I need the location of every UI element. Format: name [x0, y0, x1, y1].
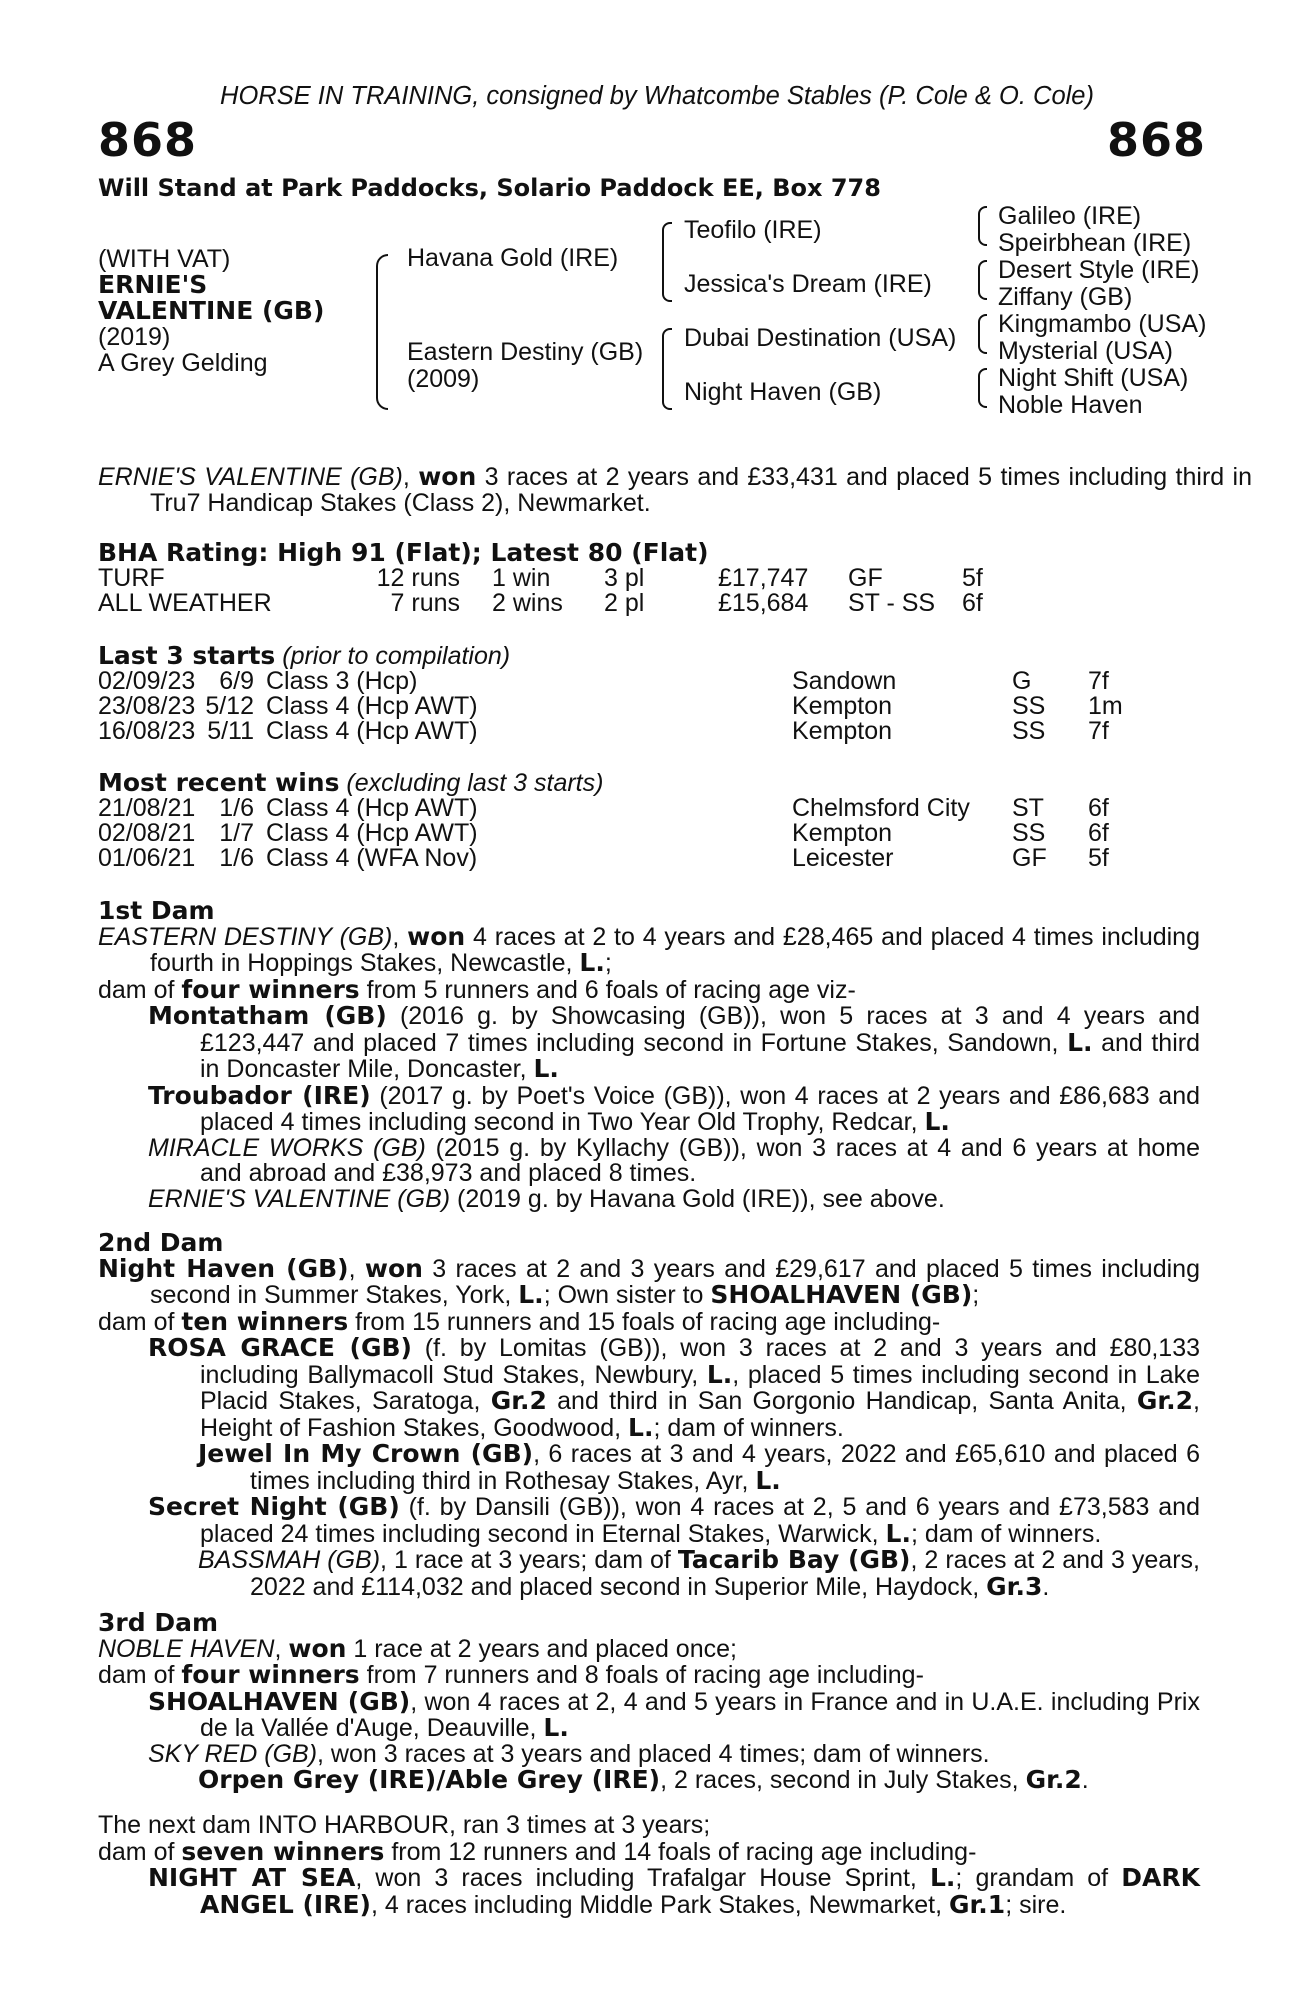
win-class: Class 4 (Hcp AWT)	[266, 794, 478, 822]
listed-mark: L.	[628, 1412, 654, 1442]
start-distance: 1m	[1088, 692, 1123, 720]
pedigree-brace	[978, 314, 987, 354]
pedigree-brace	[978, 206, 987, 246]
produce-entry	[98, 1494, 1200, 1547]
separator: ,	[348, 1254, 365, 1283]
produce-entry	[98, 1686, 1200, 1742]
listed-mark: L.	[1067, 1027, 1093, 1057]
third-dam-heading: 3rd Dam	[98, 1608, 218, 1637]
recent-wins-table	[98, 796, 1109, 871]
produce-text: from 15 runners and 15 foals of racing age including-	[348, 1307, 941, 1336]
record-end: ;	[972, 1281, 980, 1309]
produce-name: BASSMAH (GB)	[198, 1546, 381, 1574]
listed-mark: L.	[543, 1713, 569, 1742]
second-dam-heading: 2nd Dam	[98, 1228, 224, 1257]
table-row	[98, 846, 1109, 871]
produce-text: and third in Doncaster Mile, Doncaster,	[200, 1028, 1200, 1083]
produce-name: MIRACLE WORKS (GB)	[148, 1133, 426, 1162]
separator: ,	[274, 1634, 289, 1663]
rating-placed: 3 pl	[604, 564, 645, 592]
produce-text: (f. by Lomitas (GB)), won 3 races at 2 and 3 years and £80,133 including Ballymacoll Stud Stakes, Newbury,	[200, 1334, 1201, 1389]
separator: ,	[392, 922, 408, 951]
produce-name: Troubador (IRE)	[148, 1080, 371, 1110]
sire-dam-dam: Ziffany (GB)	[998, 283, 1133, 311]
listed-mark: L.	[929, 1863, 956, 1892]
produce-text: , placed 5 times including second in Lake Placid Stakes, Saratoga,	[200, 1360, 1200, 1415]
listed-mark: L.	[706, 1359, 733, 1389]
second-dam-record	[98, 1253, 1200, 1309]
table-row	[98, 591, 983, 616]
start-going: G	[1012, 667, 1032, 695]
table-row	[98, 821, 1109, 846]
table-row	[98, 694, 1123, 719]
rating-distance: 6f	[962, 589, 983, 617]
start-position: 5/12	[205, 692, 254, 720]
produce-name: SKY RED (GB)	[148, 1739, 318, 1768]
lot-number-left: 868	[98, 113, 198, 167]
table-row	[98, 566, 983, 591]
win-course: Chelmsford City	[792, 794, 970, 822]
produce-text: ; sire.	[1005, 1890, 1067, 1919]
rating-distance: 5f	[962, 564, 983, 592]
win-position: 1/6	[219, 844, 254, 872]
grandproduce-entry	[98, 1547, 1200, 1600]
dam-dam-sire: Night Shift (USA)	[998, 364, 1189, 392]
produce-text: (2015 g. by Kyllachy (GB)), won 3 races at 4 and 6 years at home and abroad and £38,973 and placed 8 times.	[200, 1133, 1200, 1187]
won-label: won	[407, 921, 466, 951]
summary-text: 3 races at 2 years and £33,431 and placed 5 times including third in Tru7 Handicap Stakes (Class 2), Newmarket.	[150, 463, 1252, 517]
record-text: ; Own sister to	[543, 1281, 711, 1309]
produce-entry	[98, 1003, 1200, 1083]
sire-sire-sire: Galileo (IRE)	[998, 202, 1142, 230]
produce-text: ; dam of winners.	[653, 1413, 844, 1442]
sire-sire-dam: Speirbhean (IRE)	[998, 229, 1192, 257]
bha-rating-heading: BHA Rating: High 91 (Flat); Latest 80 (Flat)	[98, 538, 709, 567]
second-dam-section	[98, 1230, 1200, 1600]
produce-name: ERNIE'S VALENTINE (GB)	[148, 1184, 451, 1213]
summary-horse-name: ERNIE'S VALENTINE (GB)	[98, 463, 403, 491]
produce-name: Montatham (GB)	[148, 1001, 387, 1030]
dam-sire-sire: Kingmambo (USA)	[998, 310, 1207, 338]
last-starts-heading	[98, 643, 510, 670]
dam-dam: Night Haven (GB)	[684, 378, 882, 406]
rating-wins: 1 win	[492, 564, 551, 592]
record-text: 3 races at 2 and 3 years and £29,617 and placed 5 times including second in Summer Stakes, York,	[150, 1254, 1200, 1309]
record-end: ;	[604, 949, 612, 977]
win-going: SS	[1012, 819, 1046, 847]
sire-dam-sire: Desert Style (IRE)	[998, 256, 1200, 284]
start-class: Class 4 (Hcp AWT)	[266, 717, 478, 745]
rating-going: ST - SS	[848, 589, 936, 617]
produce-name: Secret Night (GB)	[148, 1492, 400, 1521]
produce-name: ROSA GRACE (GB)	[148, 1333, 412, 1362]
win-going: ST	[1012, 794, 1044, 822]
sister-name: SHOALHAVEN (GB)	[710, 1280, 973, 1309]
dam-sire-dam: Mysterial (USA)	[998, 337, 1174, 365]
produce-text: , won 3 races at 3 years and placed 4 times; dam of winners.	[317, 1739, 990, 1768]
produce-text: ; grandam of	[955, 1864, 1122, 1892]
start-date: 16/08/23	[98, 717, 196, 745]
win-distance: 6f	[1088, 819, 1109, 847]
win-class: Class 4 (Hcp AWT)	[266, 819, 478, 847]
rating-money: £17,747	[718, 564, 809, 592]
vat-note: (WITH VAT)	[98, 245, 231, 273]
produce-text: , 4 races including Middle Park Stakes, Newmarket,	[370, 1890, 949, 1919]
produce-name: Orpen Grey (IRE)/Able Grey (IRE)	[198, 1765, 661, 1794]
rating-placed: 2 pl	[604, 589, 645, 617]
dam-dam-dam: Noble Haven	[998, 391, 1143, 419]
produce-name: NIGHT AT SEA	[148, 1863, 356, 1892]
sire-dam: Jessica's Dream (IRE)	[684, 270, 932, 298]
record-text: 1 race at 2 years and placed once;	[346, 1634, 737, 1663]
rating-table	[98, 566, 983, 616]
horse-identity	[98, 246, 324, 376]
horse-name-line2: VALENTINE (GB)	[98, 296, 325, 325]
produce-text: (2019 g. by Havana Gold (IRE)), see above.	[450, 1184, 945, 1213]
last-starts-title: Last 3 starts	[98, 641, 276, 670]
rating-surface: TURF	[98, 564, 165, 592]
produce-text: from 5 runners and 6 foals of racing age viz-	[359, 975, 856, 1004]
rating-runs: 7 runs	[390, 589, 460, 617]
sire-name: Havana Gold (IRE)	[407, 244, 619, 272]
dam-sire: Dubai Destination (USA)	[684, 324, 957, 352]
win-date: 02/08/21	[98, 819, 196, 847]
first-dam-heading: 1st Dam	[98, 896, 215, 925]
next-dam-produce-summary	[98, 1836, 1200, 1866]
produce-entry	[98, 1080, 1201, 1136]
race-summary: ERNIE'S VALENTINE (GB), won 3 races at 2 years and £33,431 and placed 5 times including third in Tru7 Handicap Stakes (Class 2), Newmarket.	[98, 462, 1252, 517]
first-dam-record	[98, 921, 1200, 977]
won-label: won	[364, 1253, 423, 1283]
start-going: SS	[1012, 692, 1046, 720]
listed-mark: L.	[518, 1280, 544, 1309]
next-dam-section	[98, 1813, 1200, 1918]
horse-name-line1: ERNIE'S	[98, 270, 208, 299]
rating-surface: ALL WEATHER	[98, 589, 272, 617]
produce-prefix: dam of	[98, 1307, 182, 1336]
listed-mark: L.	[579, 948, 605, 977]
recent-wins-note: (excluding last 3 starts)	[339, 769, 604, 797]
rating-money: £15,684	[718, 589, 809, 617]
win-distance: 6f	[1088, 794, 1109, 822]
group-mark: Gr.2	[1025, 1765, 1082, 1794]
produce-text: , 1 race at 3 years; dam of	[380, 1546, 678, 1574]
table-row	[98, 669, 1123, 694]
win-position: 1/7	[219, 819, 254, 847]
produce-name: Tacarib Bay (GB)	[677, 1545, 911, 1574]
produce-prefix: dam of	[98, 1661, 182, 1689]
start-date: 23/08/23	[98, 692, 196, 720]
won-label: won	[288, 1633, 347, 1663]
win-going: GF	[1012, 844, 1047, 872]
rating-runs: 12 runs	[376, 564, 460, 592]
pedigree-brace	[662, 328, 672, 410]
third-dam-record	[98, 1633, 1200, 1663]
start-position: 6/9	[219, 667, 254, 695]
group-mark: Gr.3	[986, 1571, 1043, 1601]
start-distance: 7f	[1088, 717, 1109, 745]
dam-name: EASTERN DESTINY (GB)	[98, 922, 393, 951]
winners-count: ten winners	[181, 1306, 349, 1336]
produce-text: , won 4 races at 2, 4 and 5 years in France and in U.A.E. including Prix de la Vallée d'Auge, Deauville,	[200, 1687, 1200, 1742]
rating-going: GF	[848, 564, 883, 592]
listed-mark: L.	[533, 1054, 559, 1083]
grandproduce-entry	[98, 1767, 1200, 1794]
winners-count: four winners	[181, 1660, 360, 1689]
third-dam-section	[98, 1610, 1200, 1794]
produce-prefix: dam of	[98, 975, 182, 1004]
third-dam-produce-summary	[98, 1662, 1200, 1689]
group-mark: Gr.1	[949, 1889, 1006, 1919]
win-date: 21/08/21	[98, 794, 196, 822]
listed-mark: L.	[924, 1107, 950, 1136]
start-going: SS	[1012, 717, 1046, 745]
first-dam-section	[98, 898, 1200, 1212]
produce-text: , Height of Fashion Stakes, Goodwood,	[200, 1387, 1200, 1442]
last-starts-note: (prior to compilation)	[275, 642, 511, 670]
summary-won: won	[418, 462, 477, 491]
win-distance: 5f	[1088, 844, 1109, 872]
pedigree-brace	[978, 260, 987, 300]
recent-wins-title: Most recent wins	[98, 768, 340, 797]
recent-wins-heading	[98, 770, 603, 797]
next-dam-record: The next dam INTO HARBOUR, ran 3 times at 3 years;	[98, 1811, 711, 1839]
produce-text: , 6 races at 3 and 4 years, 2022 and £65,610 and placed 6 times including third in Rothesay Stakes, Ayr,	[250, 1440, 1200, 1495]
produce-text: ; dam of winners.	[910, 1519, 1102, 1548]
produce-text: (f. by Dansili (GB)), won 4 races at 2, 5 and 6 years and £73,583 and placed 24 times including second in Eternal Stakes, Warwick,	[200, 1493, 1200, 1548]
dam-name: Night Haven (GB)	[98, 1253, 349, 1283]
produce-text: from 7 runners and 8 foals of racing age including-	[359, 1661, 924, 1689]
dam-year: (2009)	[407, 365, 480, 393]
table-row	[98, 796, 1109, 821]
start-distance: 7f	[1088, 667, 1109, 695]
start-class: Class 3 (Hcp)	[266, 667, 418, 695]
last-starts-table	[98, 669, 1123, 744]
record-text: 4 races at 2 to 4 years and £28,465 and placed 4 times including fourth in Hoppings Stakes, Newcastle,	[150, 922, 1200, 977]
pedigree-brace	[376, 254, 388, 410]
produce-entry	[98, 1335, 1200, 1441]
horse-description: A Grey Gelding	[98, 349, 268, 377]
start-class: Class 4 (Hcp AWT)	[266, 692, 478, 720]
win-date: 01/06/21	[98, 844, 196, 872]
produce-text: (2016 g. by Showcasing (GB)), won 5 races at 3 and 4 years and £123,447 and placed 7 times including second in Fortune Stakes, Sandown,	[200, 1002, 1200, 1057]
table-row	[98, 719, 1123, 744]
start-course: Kempton	[792, 692, 893, 720]
pedigree-brace	[978, 368, 987, 408]
start-date: 02/09/23	[98, 667, 196, 695]
horse-year: (2019)	[98, 323, 171, 351]
produce-text: , won 3 races including Trafalgar House Sprint,	[355, 1864, 930, 1892]
win-class: Class 4 (WFA Nov)	[266, 844, 478, 872]
produce-text: from 12 runners and 14 foals of racing age including-	[384, 1837, 977, 1866]
produce-text: .	[1081, 1766, 1089, 1794]
start-position: 5/11	[207, 717, 254, 745]
start-course: Kempton	[792, 717, 893, 745]
produce-prefix: dam of	[98, 1837, 182, 1866]
produce-text: , 2 races, second in July Stakes,	[660, 1766, 1026, 1794]
produce-entry	[98, 1133, 1200, 1187]
group-mark: Gr.2	[1136, 1386, 1194, 1415]
win-course: Leicester	[792, 844, 894, 872]
pedigree-brace	[662, 222, 672, 302]
produce-text: .	[1042, 1572, 1050, 1601]
produce-text: (2017 g. by Poet's Voice (GB)), won 4 races at 2 years and £86,683 and placed 4 times including second in Two Year Old Trophy, Redcar,	[200, 1081, 1201, 1136]
start-course: Sandown	[792, 667, 897, 695]
dam-name: Eastern Destiny (GB)	[407, 338, 644, 366]
grandproduce-entry	[98, 1441, 1200, 1494]
listed-mark: L.	[885, 1518, 911, 1548]
first-dam-produce-summary	[98, 974, 1200, 1004]
win-course: Kempton	[792, 819, 893, 847]
produce-text: , 2 races at 2 and 3 years, 2022 and £114,032 and placed second in Superior Mile, Haydock,	[250, 1546, 1200, 1601]
winners-count: four winners	[181, 974, 360, 1004]
listed-mark: L.	[755, 1465, 781, 1495]
group-mark: Gr.2	[490, 1386, 547, 1415]
sire-sire: Teofilo (IRE)	[684, 216, 822, 244]
rating-wins: 2 wins	[492, 589, 563, 617]
winners-count: seven winners	[181, 1836, 385, 1866]
produce-name: SHOALHAVEN (GB)	[148, 1686, 411, 1716]
stand-location: Will Stand at Park Paddocks, Solario Paddock EE, Box 778	[98, 174, 881, 202]
produce-entry	[98, 1865, 1200, 1918]
produce-name: Jewel In My Crown (GB)	[198, 1439, 534, 1468]
lot-number-right: 868	[1106, 113, 1206, 167]
dam-name: NOBLE HAVEN	[98, 1634, 275, 1663]
catalogue-header: HORSE IN TRAINING, consigned by Whatcombe Stables (P. Cole & O. Cole)	[220, 82, 1094, 110]
produce-entry	[98, 1739, 1200, 1768]
second-dam-produce-summary	[98, 1306, 1200, 1336]
win-position: 1/6	[219, 794, 254, 822]
produce-name: DARK ANGEL (IRE)	[200, 1863, 1200, 1919]
produce-entry	[98, 1184, 1200, 1213]
produce-text: and third in San Gorgonio Handicap, Santa Anita,	[546, 1387, 1137, 1415]
